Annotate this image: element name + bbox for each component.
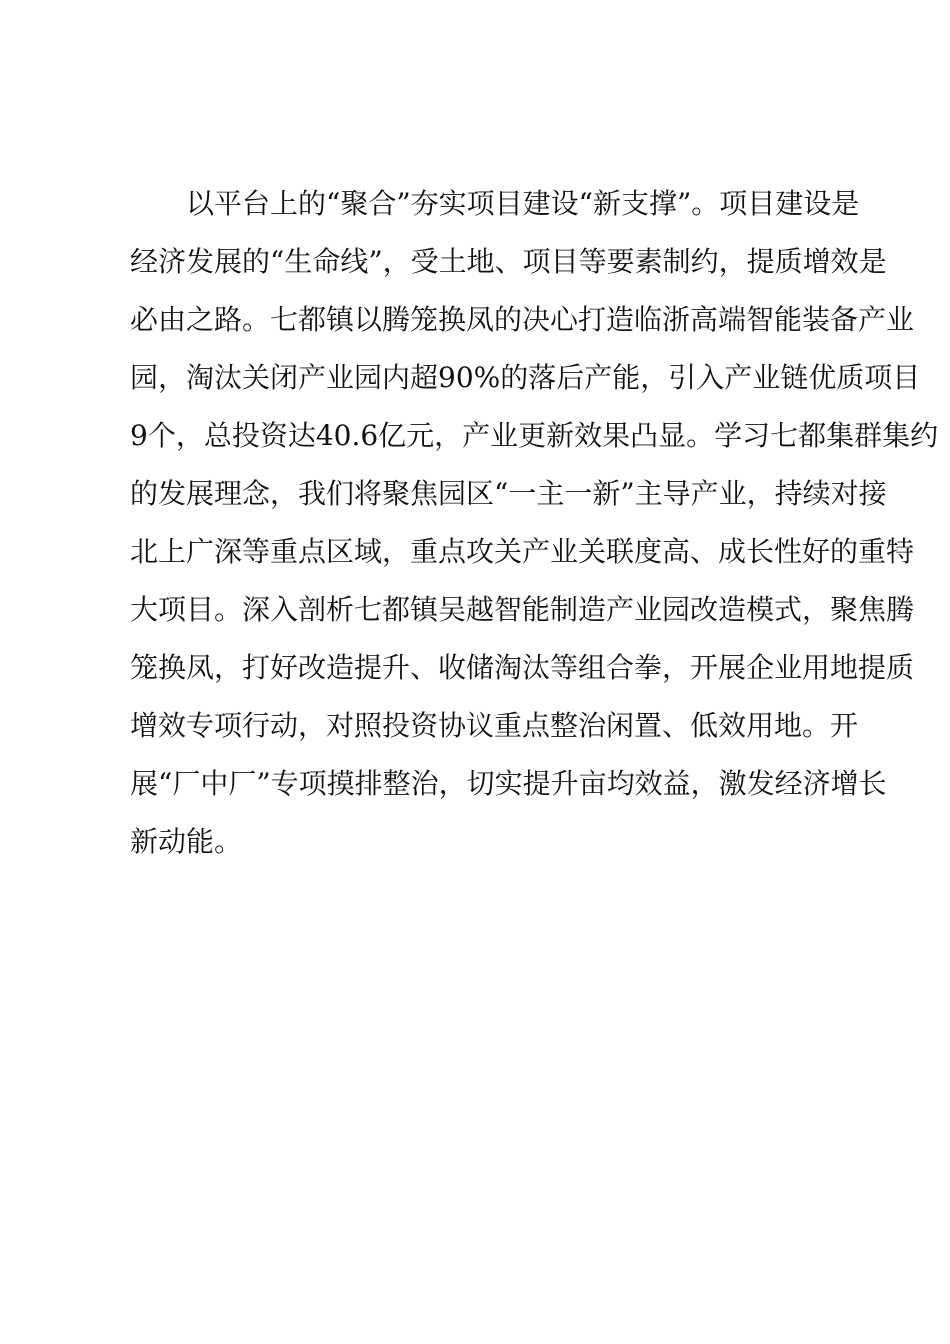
paragraph-line-6: 的发展理念，我们将聚焦园区“一主一新”主导产业，持续对接: [130, 477, 887, 510]
paragraph-line-9: 笼换凤，打好改造提升、收储淘汰等组合拳，开展企业用地提质: [130, 651, 915, 684]
paragraph-line-11: 展“厂中厂”专项摸排整治，切实提升亩均效益，激发经济增长: [130, 767, 887, 800]
paragraph-line-10: 增效专项行动，对照投资协议重点整治闲置、低效用地。开: [130, 709, 859, 742]
paragraph-line-2: 经济发展的“生命线”，受土地、项目等要素制约，提质增效是: [130, 245, 887, 278]
paragraph-line-8: 大项目。深入剖析七都镇吴越智能制造产业园改造模式，聚焦腾: [130, 593, 915, 626]
paragraph-line-1: 以平台上的“聚合”夯实项目建设“新支撑”。项目建设是: [186, 187, 860, 220]
paragraph-line-4: 园，淘汰关闭产业园内超90%的落后产能，引入产业链优质项目: [130, 361, 921, 394]
paragraph-line-12: 新动能。: [130, 825, 243, 858]
paragraph-line-5: 9个，总投资达40.6亿元，产业更新效果凸显。学习七都集群集约: [130, 419, 939, 452]
paragraph-line-3: 必由之路。七都镇以腾笼换凤的决心打造临浙高端智能装备产业: [130, 303, 915, 336]
paragraph-line-7: 北上广深等重点区域，重点攻关产业关联度高、成长性好的重特: [130, 535, 915, 568]
